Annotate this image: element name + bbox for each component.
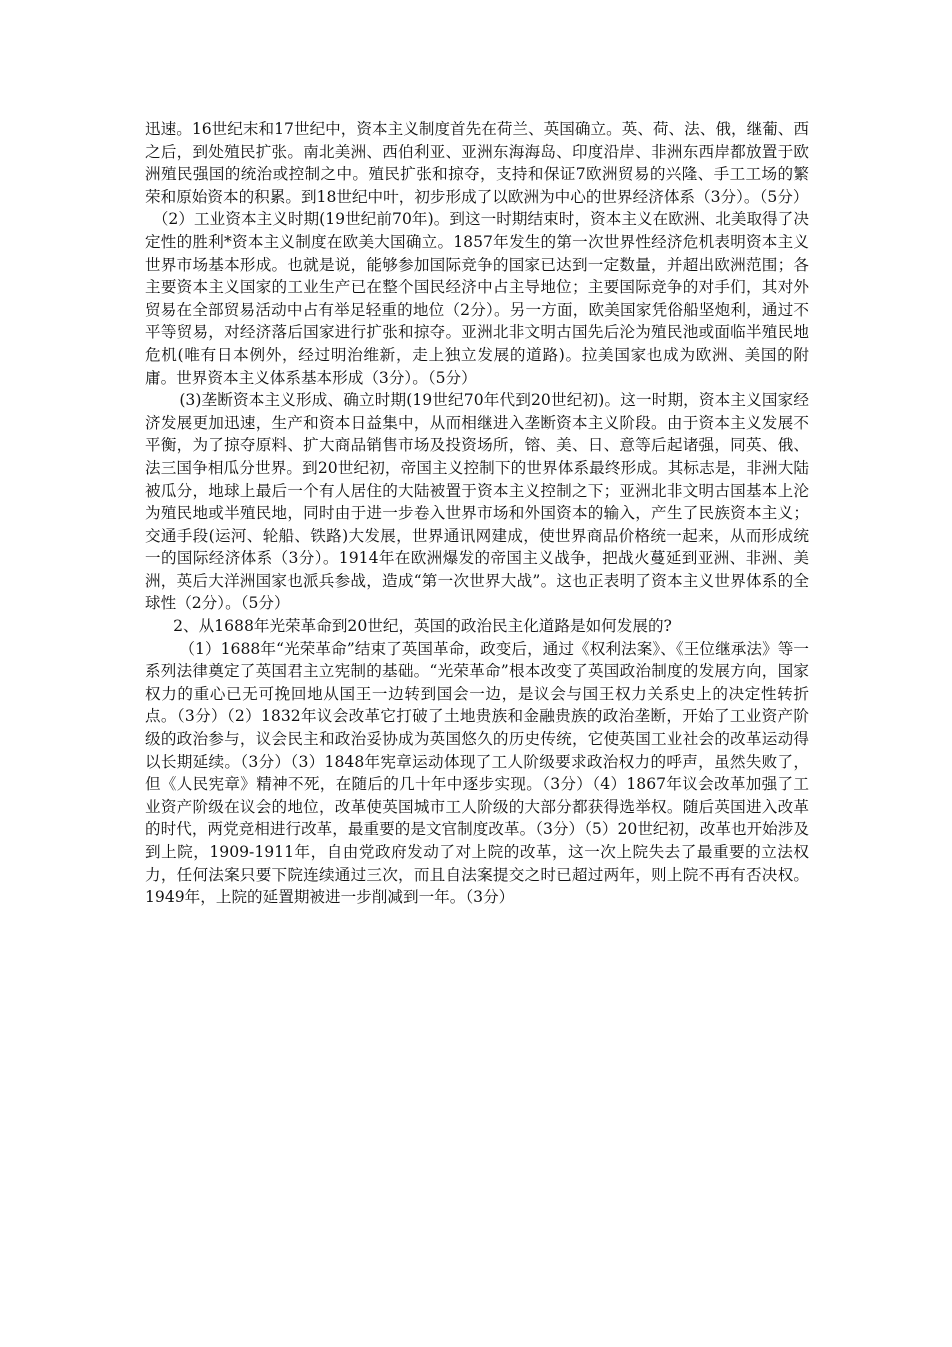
paragraph-section1-continuation: 迅速。16世纪末和17世纪中，资本主义制度首先在荷兰、英国确立。英、荷、法、俄，继葡、西之后，到处殖民扩张。南北美洲、西伯利亚、亚洲东海海岛、印度沿岸、非洲东西岸都放置于欧洲殖民强国的统治或控制之中。殖民扩张和掠夺，支持和保证7欧洲贸易的兴隆、手工工场的繁荣和原始资本的积累。到18世纪中叶，初步形成了以欧洲为中心的世界经济体系（3分）。（5分） — [145, 120, 809, 206]
paragraph-british-democratization: （1）1688年“光荣革命”结束了英国革命，政变后，通过《权利法案》、《王位继承法》等一系列法律奠定了英国君主立宪制的基础。“光荣革命”根本改变了英国政治制度的发展方向，国家权力的重心已无可挽回地从国王一边转到国会一边，是议会与国王权力关系史上的决定性转折点。（3分）（2）1832年议会改革它打破了土地贵族和金融贵族的政治垄断，开始了工业资产阶级的政治参与，议会民主和政治妥协成为英国悠久的历史传统，它使英国工业社会的改革运动得以长期延续。（3分）（3）1848年宪章运动体现了工人阶级要求政治权力的呼声，虽然失败了，但《人民宪章》精神不死，在随后的几十年中逐步实现。（3分）（4）1867年议会改革加强了工业资产阶级在议会的地位，改革使英国城市工人阶级的大部分都获得选举权。随后英国进入改革的时代，两党竞相进行改革，最重要的是文官制度改革。（3分）（5）20世纪初，改革也开始涉及到上院，1909-1911年，自由党政府发动了对上院的改革，这一次上院失去了最重要的立法权力，任何法案只要下院连续通过三次，而且自法案提交之时已超过两年，则上院不再有否决权。1949年，上院的延置期被进一步削减到一年。（3分） — [145, 639, 809, 907]
paragraph-monopoly-capitalism: (3)垄断资本主义形成、确立时期(19世纪70年代到20世纪初)。这一时期，资本主义国家经济发展更加迅速，生产和资本日益集中，从而相继进入垄断资本主义阶段。由于资本主义发展不平衡，为了掠夺原料、扩大商品销售市场及投资场所，镕、美、日、意等后起诸强，同英、俄、法三国争相瓜分世界。到20世纪初，帝国主义控制下的世界体系最终形成。其标志是，非洲大陆被瓜分，地球上最后一个有人居住的大陆被置于资本主义控制之下；亚洲北非文明古国基本上沦为殖民地或半殖民地，同时由于进一步卷入世界市场和外国资本的输入，产生了民族资本主义；交通手段(运河、轮船、铁路)大发展，世界通讯网建成，使世界商品价格统一起来，从而形成统一的国际经济体系（3分）。1914年在欧洲爆发的帝国主义战争，把战火蔓延到亚洲、非洲、美洲，英后大洋洲国家也派兵参战，造成“第一次世界大战”。这也正表明了资本主义世界体系的全球性（2分）。（5分） — [145, 391, 809, 613]
document-page — [145, 118, 809, 909]
paragraph-industrial-capitalism: （2）工业资本主义时期(19世纪前70年)。到这一时期结束时，资本主义在欧洲、北美取得了决定性的胜利*资本主义制度在欧美大国确立。1857年发生的第一次世界性经济危机表明资本主义世界市场基本形成。也就是说，能够参加国际竞争的国家已达到一定数量，并超出欧洲范围；各主要资本主义国家的工业生产已在整个国民经济中占主导地位；主要国际竞争的对手们，其对外贸易在全部贸易活动中占有举足轻重的地位（2分）。另一方面，欧美国家凭俗船坚炮利，通过不平等贸易，对经济落后国家进行扩张和掠夺。亚洲北非文明古国先后沦为殖民池或面临半殖民地危机(唯有日本例外，经过明治维新，走上独立发展的道路)。拉美国家也成为欧洲、美国的附庸。世界资本主义体系基本形成（3分）。（5分） — [145, 210, 809, 387]
question-heading: 2、从1688年光荣革命到20世纪，英国的政治民主化道路是如何发展的? — [173, 617, 672, 636]
